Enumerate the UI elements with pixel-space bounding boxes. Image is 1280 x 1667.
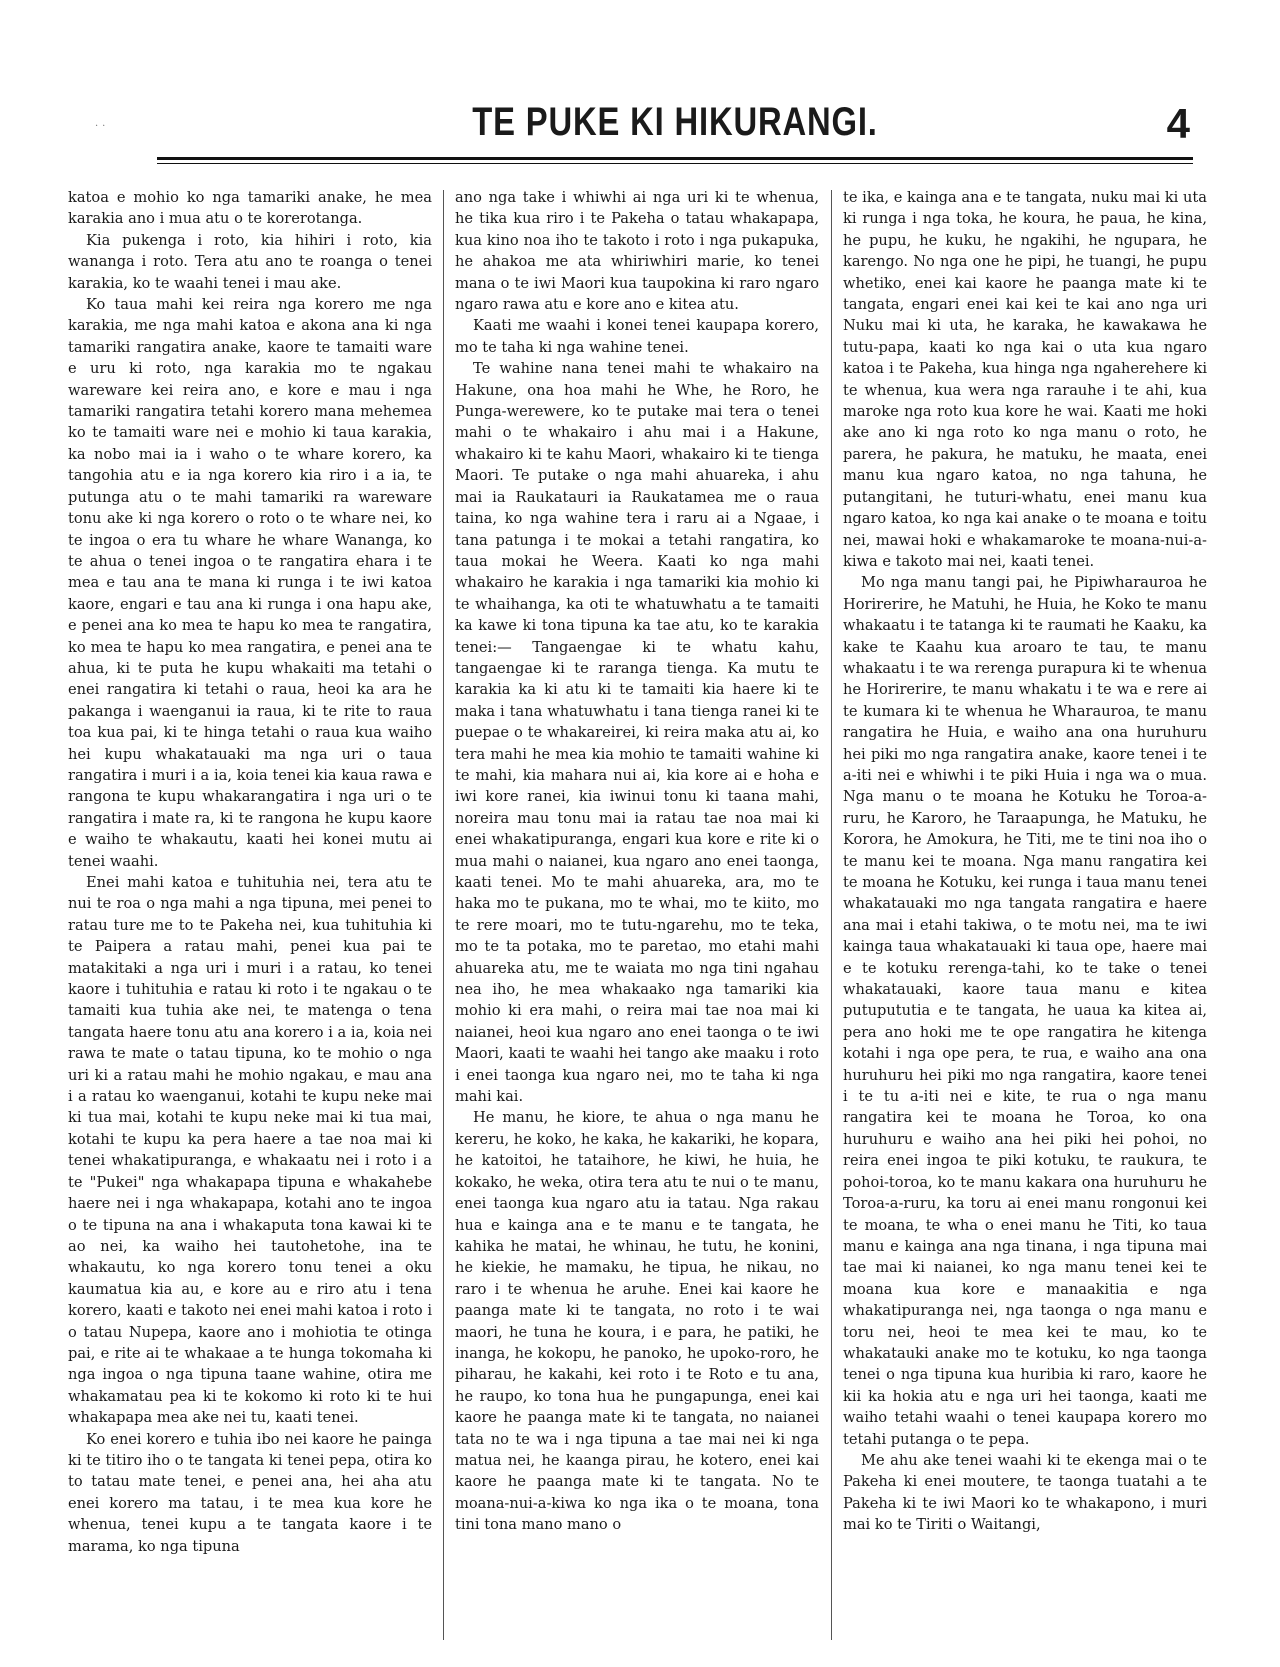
paragraph: Ko enei korero e tuhia ibo nei kaore he painga ki te titiro iho o te tangata ki tenei pepa, otira ko to tatau mate tenei, e penei ana, hei aha atu enei korero ma tatau, i te mea kua kore he whenua, tenei kupu a te tangata kaore i te marama, ko nga tipuna [68,1430,432,1555]
column-2 [455,187,819,1647]
paragraph: He manu, he kiore, te ahua o nga manu he kereru, he koko, he kaka, he kakariki, he kopara, he katoitoi, he tataihore, he kiwi, he huia, he kokako, he weka, otira tera atu te nui o te manu, enei taonga kua ngaro atu ia tatau. Nga rakau hua e kainga ana e te manu e te tangata, he kahika he matai, he whinau, he tutu, he konini, he kiekie, he mamaku, he tipua, he nikau, no raro i te whenua he aruhe. Enei kai kaore he paanga mate ki te tangata, no roto i te wai maori, he tuna he koura, i e para, he patiki, he inanga, he kokopu, he panoko, he upoko-roro, he piharau, he kakahi, kei roto i te Roto e tu ana, he raupo, ko tona hua he pungapunga, enei kai kaore he paanga mate ki te tangata, no naianei tata no te wa i nga tipuna a tae mai nei ki nga matua nei, he kaanga pirau, he kotero, enei kai kaore he paanga mate ki te tangata. No te moana-nui-a-kiwa ko nga ika o te moana, tona tini tona mano mano o [455,1109,819,1534]
paragraph: Ko taua mahi kei reira nga korero me nga karakia, me nga mahi katoa e akona ana ki nga tamariki rangatira anake, kaore te tamaiti ware e uru ki roto, nga karakia mo te ngakau wareware kei reira ano, e kore e mau i nga tamariki rangatira tetahi korero mana mehemea ko te tamaiti ware nei e mohio ki taua karakia, ka nobo mai ia i waho o te whare korero, ka tangohia atu e ia nga korero kia riro i a ia, te putunga atu o te mahi tamariki ra wareware tonu ake ki nga korero o roto o te whare nei, ko te ingoa o era tu whare he whare Wananga, ko te ahua o tenei ingoa o te rangatira ehara i te mea e tau ana te mana ki runga i te iwi katoa kaore, engari e tau ana ki runga i ona hapu ake, e penei ana ko mea te hapu ko mea te rangatira, ko mea te hapu ko mea rangatira, e penei ana te ahua, ki te puta he kupu whakaiti ma tetahi o enei rangatira ki tetahi o raua, heoi ka ara he pakanga i waenganui ia raua, ki te rite to raua toa kua pai, ki te hinga tetahi o raua kua waiho hei kupu whakatauaki ma nga uri o taua rangatira i muri i a ia, koia tenei kia kaua rawa e rangona te kupu whakarangatira i nga uri o te rangatira i mate ra, ki te rangona he kupu kaore e waiho te whakautu, kaati hei konei mutu ai tenei waahi. [68,296,432,870]
column-separator [443,190,444,1640]
paragraph: Te wahine nana tenei mahi te whakairo na Hakune, ona hoa mahi he Whe, he Roro, he Punga-werewere, ko te putake mai tera o tenei mahi o te whakairo i ahu mai i a Hakune, whakairo ki te kahu Maori, whakairo ki te tienga Maori. Te putake o nga mahi ahuareka, i ahu mai ia Raukatauri ia Raukatamea me o raua taina, ko nga wahine tera i raru ai a Ngaae, i tana patunga i te mokai a tetahi rangatira, ko taua mokai he Weera. Kaati ko nga mahi whakairo he karakia i nga tamariki kia mohio ki te whaihanga, ka oti te whatuwhatu a te tamaiti ka kawe ki tona tipuna ka tae atu, ko te karakia tenei:— Tangaengae ki te whatu kahu, tangaengae ki te raranga tienga. Ka mutu te karakia ka ki atu ki te tamaiti kia haere ki te maka i tana whatuwhatu i tana tienga ranei ki te puepae o te whakareirei, ki reira maka atu ai, ko tera mahi he mea kia mohio te tamaiti wahine ki te mahi, kia mahara nui ai, kia kore ai e hoha e iwi kore ranei, kia iwinui tonu ki taana mahi, noreira mau tonu mai ia ratau tae noa mai ki enei whakatipuranga, engari kua kore e rite ki o mua mahi o naianei, kua ngaro ano enei taonga, kaati tenei. Mo te mahi ahuareka, ara, mo te haka mo te pukana, mo te whai, mo te kiito, mo te rere moari, mo te tutu-ngarehu, mo te teka, mo te ta potaka, mo te paretao, mo etahi mahi ahuareka atu, me te waiata mo nga tini ngahau nea iho, he mea whakaako nga tamariki kia mohio ki era mahi, o reira mai tae noa mai ki naianei, heoi kua ngaro ano enei taonga o te iwi Maori, kaati te waahi hei tango ake maaku i roto i enei taonga kua ngaro nei, mo te taha ki nga mahi kai. [455,360,819,1106]
paragraph: Mo nga manu tangi pai, he Pipiwharauroa he Horirerire, he Matuhi, he Huia, he Koko te manu whakaatu i te tatanga ki te raumati he Kaaku, ka kake te Kaahu kua aroaro te tau, te manu whakaatu i te wa rerenga purapura ki te whenua he Horirerire, te manu whakatu i te wa e rere ai te kumara ki te whenua he Wharauroa, te manu rangatira he Huia, e waiho ana ona huruhuru hei piki mo nga rangatira anake, kaore tenei i te a-iti nei e whiwhi i te piki Huia i nga wa o mua. Nga manu o te moana he Kotuku he Toroa-a-ruru, he Karoro, he Taraapunga, he Matuku, he Korora, he Amokura, he Titi, me te tini noa iho o te manu kei te moana. Nga manu rangatira kei te moana he Kotuku, kei runga i taua manu tenei whakatauaki mo nga tangata rangatira e haere ana mai i etahi takiwa, o te motu nei, ma te iwi kainga taua whakatauaki ki taua ope, haere mai e te kotuku rerenga-tahi, ko te take o tenei whakatauaki, kaore taua manu e kitea putupututia e te tangata, he uaua ka kitea ai, pera ano hoki me te ope rangatira he kitenga kotahi i nga ope pera, te rua, e waiho ana ona huruhuru hei piki mo nga rangatira, kaore tenei i te tu a-iti nei e kite, te rua o nga manu rangatira kei te moana he Toroa, ko ona huruhuru e waiho ana hei piki hei pohoi, no reira enei ingoa te piki kotuku, te raukura, te pohoi-toroa, ko te manu kakara ona huruhuru he Toroa-a-ruru, ka toru ai enei manu rongonui kei te moana, te wha o enei manu he Titi, ko taua manu e kainga ana nga tinana, i nga tipuna mai tae mai ki naianei, ko nga manu tenei kei te moana kua kore e manaakitia e nga whakatipuranga nei, nga taonga o nga manu e toru nei, heoi te mea kei te mau, ko te whakatauki anake mo te kotuku, ko nga taonga tenei o nga tipuna kua huribia ki raro, kaore he kii ka hokia atu e nga uri hei taonga, kaati me waiho tetahi waahi o tenei kaupapa korero mo tetahi putanga o te pepa. [843,574,1207,1448]
masthead-rule-thin [157,163,1193,164]
leading-mark: .. [95,118,110,129]
column-3 [843,187,1207,1647]
column-separator [831,190,832,1640]
page-number: 4 [1166,100,1190,147]
paragraph: Me ahu ake tenei waahi ki te ekenga mai o te Pakeha ki enei moutere, te taonga tuatahi a te Pakeha ki te iwi Maori ko te whakapono, i muri mai ko te Tiriti o Waitangi, [843,1451,1207,1534]
masthead-rule-thick [157,157,1193,160]
page-title: TE PUKE KI HIKURANGI. [472,100,878,144]
paragraph: ano nga take i whiwhi ai nga uri ki te whenua, he tika kua riro i te Pakeha o tatau whakapapa, kua kino noa iho te takoto i roto i nga pukapuka, he ahakoa me ata whiriwhiri marie, ko tenei mana o te iwi Maori kua taupokina ki raro ngaro ngaro rawa atu e kore ano e kitea atu. [455,189,819,314]
paragraph: Kaati me waahi i konei tenei kaupapa korero, mo te taha ki nga wahine tenei. [455,317,819,356]
paragraph: Kia pukenga i roto, kia hihiri i roto, kia wananga i roto. Tera atu ano te roanga o tenei karakia, ko te waahi tenei i mau ake. [68,231,432,292]
paragraph: katoa e mohio ko nga tamariki anake, he mea karakia ano i mua atu o te korerotanga. [68,189,432,228]
paragraph: Enei mahi katoa e tuhituhia nei, tera atu te nui te roa o nga mahi a nga tipuna, mei penei to ratau ture me to te Pakeha nei, kua tuhituhia ki te Paipera a ratau mahi, penei kua pai te matakitaki a nga uri i muri i a ratau, ko tenei kaore i tuhituhia e ratau ki roto i te ngakau o te tamaiti kua tuhia ake nei, te matenga o tena tangata haere tonu atu ana korero i a ia, koia nei rawa te mate o tatau tipuna, ko te mohio o nga uri ki a ratau mahi he mohio ngakau, e mau ana i a ratau ko waenganui, kotahi te kupu neke mai ki tua mai, kotahi te kupu neke mai ki tua mai, kotahi te kupu ka pera haere a tae noa mai ki tenei whakatipuranga, e whakaatu nei i roto i a te "Pukei" nga whakapapa tipuna e whakahebe haere nei i nga whakapapa, kotahi ano te ingoa o te tipuna na ana i whakaputa tona kawai ki te ao nei, ka waiho hei tautohetohe, ina te whakautu, ko nga korero tonu tenei a oku kaumatua kia au, e kore au e riro atu i tena korero, kaati e takoto nei enei mahi katoa i roto i o tatau Nupepa, kaore ano i mohiotia te otinga pai, e rite ai te whakaae a te hunga tokomaha ki nga ingoa o nga tipuna taane wahine, otira me whakamatau pea ki te kokomo ki roto ki te hui whakapapa mea ake nei tu, kaati tenei. [68,874,432,1427]
paragraph: te ika, e kainga ana e te tangata, nuku mai ki uta ki runga i nga toka, he koura, he paua, he kina, he pupu, he kuku, he ngakihi, he ngupara, he karengo. No nga one he pipi, he tuangi, he pupu whetiko, enei kai kaore he paanga mate ki te tangata, engari enei kai kei te kai ano nga uri Nuku mai ki uta, he karaka, he kawakawa he tutu-papa, kaati ko nga kai o uta kua ngaro katoa i te Pakeha, kua hinga nga ngaherehere ki te whenua, kua wera nga rarauhe i te ahi, kua maroke nga roto kua kore he wai. Kaati me hoki ake ano ki nga roto ko nga manu o roto, he parera, he pakura, he matuku, he maata, enei manu kua ngaro katoa, no nga tahuna, he putangitani, he tuturi-whatu, enei manu kua ngaro katoa, ko nga kai anake o te moana e toitu nei, mawai hoki e whakamaroke te moana-nui-a-kiwa e takoto mai nei, kaati tenei. [843,189,1207,570]
column-1 [68,187,432,1647]
masthead [160,100,1190,150]
